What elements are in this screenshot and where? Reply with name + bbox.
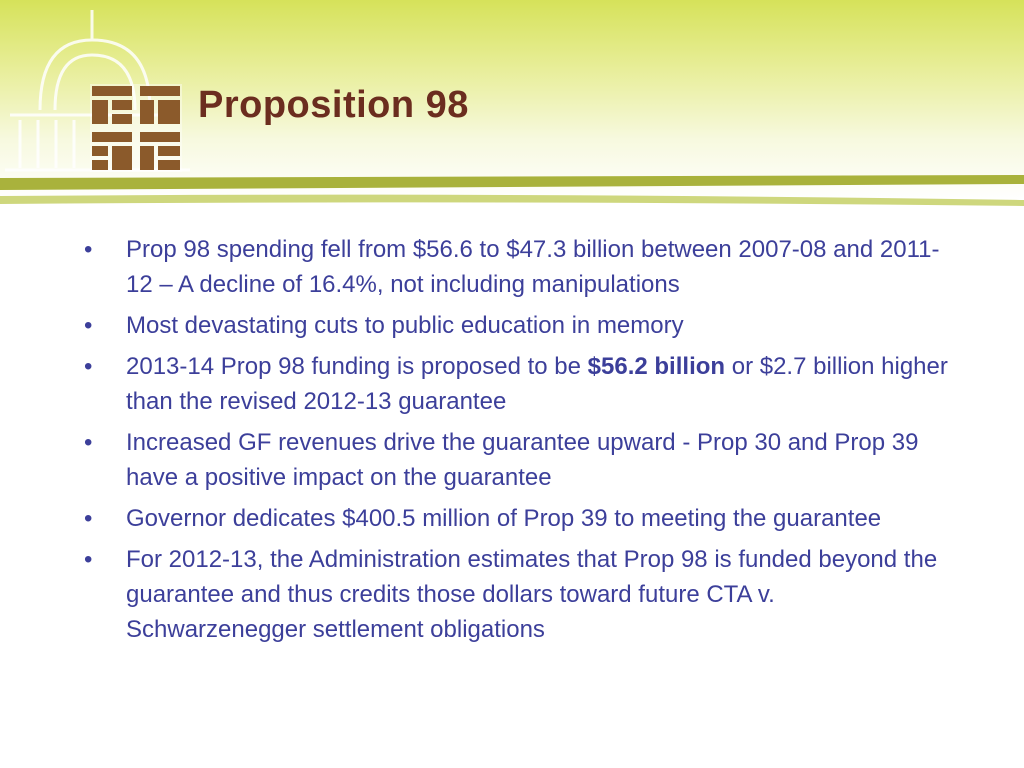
acsa-logo [90,84,182,172]
bullet-text-end: or $2.7 billion higher than the revised 2012-13 guarantee [126,353,948,415]
list-item [84,425,954,495]
bullet-glyph: • [84,546,93,573]
page-title: Proposition 98 [198,84,469,126]
bullet-text: Governor dedicates $400.5 million of Prop 39 to meeting the guarantee [126,505,882,532]
bullet-glyph: • [84,312,93,339]
list-item [84,308,954,343]
bullet-emphasis: $56.2 billion [587,353,726,380]
bullet-glyph: • [84,429,93,456]
bullet-text: Most devastating cuts to public education in memory [126,312,684,339]
list-item [84,232,954,302]
bullet-text: Prop 98 spending fell from $56.6 to $47.3 billion between 2007-08 and 2011-12 – A decline of 16.4%, not including manipulations [126,236,940,298]
bullet-list [84,232,954,653]
bullet-text: Increased GF revenues drive the guarantee upward - Prop 30 and Prop 39 have a positive impact on the guarantee [126,429,919,491]
list-item [84,501,954,536]
bullet-glyph: • [84,236,93,263]
bullet-glyph: • [84,505,93,532]
list-item [84,542,954,647]
list-item [84,349,954,419]
bullet-glyph: • [84,353,93,380]
bullet-text-start: 2013-14 Prop 98 funding is proposed to be [126,353,588,380]
bullet-text: For 2012-13, the Administration estimates that Prop 98 is funded beyond the guarantee and thus credits those dollars toward future CTA v. Schwarzenegger settlement obligations [126,546,938,643]
header-divider-band [0,170,1024,220]
